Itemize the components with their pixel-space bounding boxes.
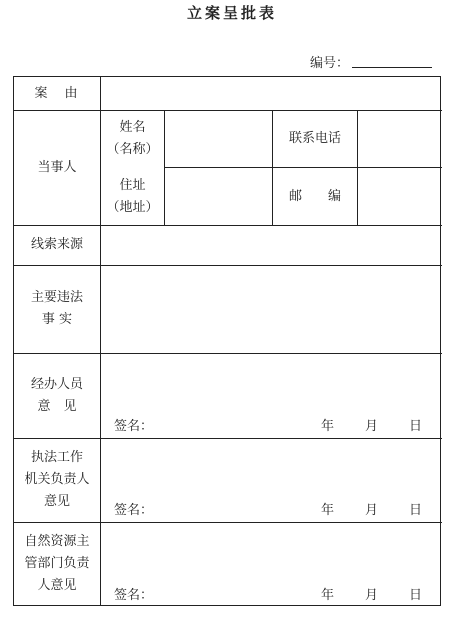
handler-month-label: 月 xyxy=(365,419,379,434)
postcode-label: 邮 编 xyxy=(288,188,341,204)
dept-head-opinion-label xyxy=(14,522,100,606)
agency-head-opinion-label-line2: 机关负责人 xyxy=(24,472,90,487)
agency-sign-label: 签名： xyxy=(114,503,154,518)
postcode-field[interactable] xyxy=(358,168,442,225)
address-label xyxy=(101,168,164,225)
violation-facts-label-line2: 事 实 xyxy=(41,312,73,327)
agency-day-label: 日 xyxy=(409,503,423,518)
phone-field[interactable] xyxy=(358,110,442,167)
agency-head-opinion-label-line3: 意见 xyxy=(43,494,70,509)
name-label-line2: （名称） xyxy=(106,141,159,157)
address-label-line1: 住址 xyxy=(119,177,146,193)
approval-form-table xyxy=(13,76,441,606)
dept-head-opinion-label-line2: 管部门负责 xyxy=(24,556,90,571)
clue-source-label: 线索来源 xyxy=(30,237,83,252)
name-label-line1: 姓名 xyxy=(119,119,146,135)
handler-year-label: 年 xyxy=(321,419,335,434)
agency-month-label: 月 xyxy=(365,503,379,518)
dept-month-label: 月 xyxy=(365,588,379,603)
clue-source-field[interactable] xyxy=(101,225,442,265)
dept-sign-label: 签名： xyxy=(114,588,154,603)
violation-facts-label xyxy=(14,265,100,353)
dept-head-opinion-label-line3: 人意见 xyxy=(37,578,77,593)
address-label-line2: （地址） xyxy=(106,199,159,215)
address-field[interactable] xyxy=(165,168,272,225)
agency-head-opinion-label-line1: 执法工作 xyxy=(30,450,83,465)
agency-year-label: 年 xyxy=(321,503,335,518)
handler-opinion-label xyxy=(14,353,100,438)
violation-facts-field[interactable] xyxy=(101,265,442,353)
phone-label: 联系电话 xyxy=(288,130,341,146)
dept-head-opinion-label-line1: 自然资源主 xyxy=(24,534,90,549)
serial-number-field[interactable] xyxy=(352,67,432,68)
form-title: 立案呈批表 xyxy=(186,4,277,22)
name-label xyxy=(101,110,164,167)
party-label: 当事人 xyxy=(37,159,77,175)
handler-day-label: 日 xyxy=(409,419,423,434)
violation-facts-label-line1: 主要违法 xyxy=(30,290,83,305)
dept-day-label: 日 xyxy=(409,588,423,603)
case-reason-label: 案 由 xyxy=(34,85,80,101)
handler-opinion-label-line1: 经办人员 xyxy=(30,376,83,392)
serial-number-label: 编号： xyxy=(310,56,350,71)
handler-sign-label: 签名： xyxy=(114,419,154,434)
case-reason-field[interactable] xyxy=(101,77,442,110)
agency-head-opinion-label xyxy=(14,438,100,522)
dept-year-label: 年 xyxy=(321,588,335,603)
name-field[interactable] xyxy=(165,110,272,167)
handler-opinion-label-line2: 意 见 xyxy=(37,398,77,414)
